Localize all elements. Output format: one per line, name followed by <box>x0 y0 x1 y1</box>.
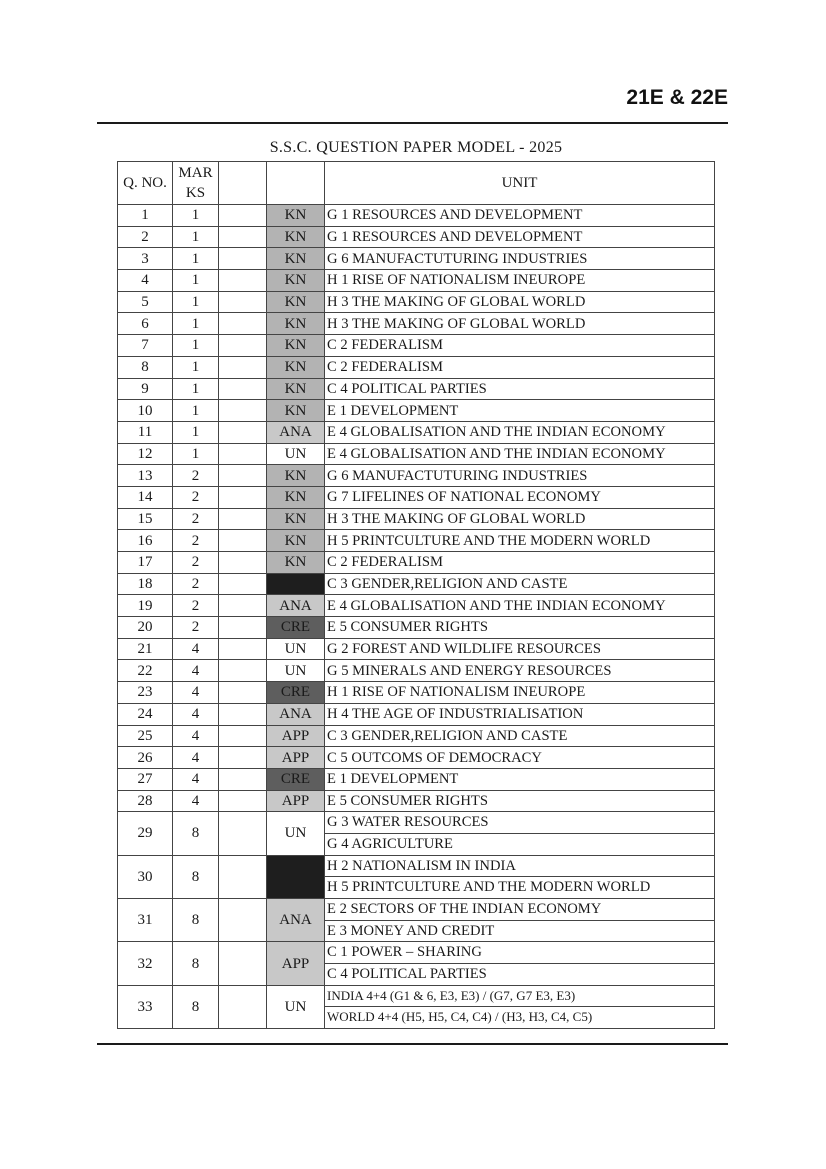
blank-cell <box>219 356 267 378</box>
unit-text: WORLD 4+4 (H5, H5, C4, C4) / (H3, H3, C4, C5) <box>325 1006 714 1028</box>
cognitive-category: APP <box>267 747 325 769</box>
unit-cell: C 4 POLITICAL PARTIES <box>325 378 715 400</box>
marks-value: 1 <box>173 443 219 465</box>
unit-cell: E 4 GLOBALISATION AND THE INDIAN ECONOMY <box>325 595 715 617</box>
table-row <box>118 725 715 747</box>
blank-cell <box>219 638 267 660</box>
table-row <box>118 985 715 1028</box>
unit-cell: C 5 OUTCOMS OF DEMOCRACY <box>325 747 715 769</box>
unit-cell: G 1 RESOURCES AND DEVELOPMENT <box>325 205 715 227</box>
cognitive-category: KN <box>267 226 325 248</box>
question-number: 25 <box>118 725 173 747</box>
table-row <box>118 335 715 357</box>
unit-cell: E 1 DEVELOPMENT <box>325 768 715 790</box>
question-table <box>117 161 715 1029</box>
marks-value: 4 <box>173 790 219 812</box>
cognitive-category: UN <box>267 812 325 855</box>
blank-cell <box>219 248 267 270</box>
marks-value: 1 <box>173 205 219 227</box>
marks-value: 2 <box>173 595 219 617</box>
unit-cell: E 5 CONSUMER RIGHTS <box>325 617 715 639</box>
unit-text: H 2 NATIONALISM IN INDIA <box>327 857 516 874</box>
table-row <box>118 226 715 248</box>
unit-text: G 3 WATER RESOURCES <box>327 814 489 831</box>
unit-cell: H 4 THE AGE OF INDUSTRIALISATION <box>325 703 715 725</box>
header-unit: UNIT <box>325 162 715 205</box>
question-number: 27 <box>118 768 173 790</box>
marks-value: 8 <box>173 985 219 1028</box>
unit-cell: H 5 PRINTCULTURE AND THE MODERN WORLD <box>325 530 715 552</box>
table-row <box>118 595 715 617</box>
question-number: 17 <box>118 552 173 574</box>
unit-cell: C 3 GENDER,RELIGION AND CASTE <box>325 573 715 595</box>
table-row <box>118 682 715 704</box>
question-number: 28 <box>118 790 173 812</box>
cognitive-category: KN <box>267 508 325 530</box>
unit-cell: C 3 GENDER,RELIGION AND CASTE <box>325 725 715 747</box>
cognitive-category: CRE <box>267 768 325 790</box>
cognitive-category <box>267 855 325 898</box>
blank-cell <box>219 682 267 704</box>
marks-value: 8 <box>173 899 219 942</box>
marks-value: 8 <box>173 942 219 985</box>
cognitive-category: KN <box>267 291 325 313</box>
blank-cell <box>219 486 267 508</box>
blank-cell <box>219 617 267 639</box>
marks-value: 4 <box>173 703 219 725</box>
question-number: 4 <box>118 270 173 292</box>
cognitive-category: UN <box>267 443 325 465</box>
marks-value: 4 <box>173 768 219 790</box>
marks-value: 1 <box>173 270 219 292</box>
blank-cell <box>219 768 267 790</box>
unit-text: C 4 POLITICAL PARTIES <box>325 963 714 985</box>
table-row <box>118 205 715 227</box>
table-row <box>118 552 715 574</box>
cognitive-category: KN <box>267 356 325 378</box>
table-row <box>118 356 715 378</box>
question-number: 33 <box>118 985 173 1028</box>
unit-cell <box>325 812 715 855</box>
table-row <box>118 486 715 508</box>
question-number: 3 <box>118 248 173 270</box>
cognitive-category: APP <box>267 790 325 812</box>
cognitive-category: KN <box>267 205 325 227</box>
table-row <box>118 573 715 595</box>
question-number: 2 <box>118 226 173 248</box>
header-marks <box>173 162 219 205</box>
unit-cell: G 6 MANUFACTUTURING INDUSTRIES <box>325 248 715 270</box>
table-row <box>118 660 715 682</box>
blank-cell <box>219 899 267 942</box>
table-row <box>118 291 715 313</box>
cognitive-category: KN <box>267 335 325 357</box>
question-number: 11 <box>118 421 173 443</box>
blank-cell <box>219 942 267 985</box>
page-title: S.S.C. QUESTION PAPER MODEL - 2025 <box>269 139 563 156</box>
blank-cell <box>219 573 267 595</box>
question-number: 5 <box>118 291 173 313</box>
question-number: 9 <box>118 378 173 400</box>
marks-value: 4 <box>173 660 219 682</box>
marks-value: 1 <box>173 291 219 313</box>
table-row <box>118 617 715 639</box>
unit-cell: H 3 THE MAKING OF GLOBAL WORLD <box>325 291 715 313</box>
question-number: 21 <box>118 638 173 660</box>
cognitive-category: ANA <box>267 703 325 725</box>
question-number: 24 <box>118 703 173 725</box>
unit-cell: G 5 MINERALS AND ENERGY RESOURCES <box>325 660 715 682</box>
cognitive-category: KN <box>267 486 325 508</box>
paper-code: 21E & 22E <box>626 86 728 109</box>
question-number: 32 <box>118 942 173 985</box>
unit-cell: H 3 THE MAKING OF GLOBAL WORLD <box>325 313 715 335</box>
question-number: 19 <box>118 595 173 617</box>
table-row <box>118 530 715 552</box>
marks-value: 1 <box>173 335 219 357</box>
blank-cell <box>219 400 267 422</box>
cognitive-category: KN <box>267 465 325 487</box>
blank-cell <box>219 855 267 898</box>
cognitive-category: APP <box>267 725 325 747</box>
question-number: 16 <box>118 530 173 552</box>
cognitive-category: KN <box>267 378 325 400</box>
unit-cell: C 2 FEDERALISM <box>325 356 715 378</box>
blank-cell <box>219 421 267 443</box>
table-row <box>118 421 715 443</box>
marks-value: 1 <box>173 421 219 443</box>
table-row <box>118 638 715 660</box>
unit-cell <box>325 855 715 898</box>
blank-cell <box>219 747 267 769</box>
marks-value: 1 <box>173 356 219 378</box>
marks-value: 8 <box>173 855 219 898</box>
question-number: 12 <box>118 443 173 465</box>
unit-text: H 5 PRINTCULTURE AND THE MODERN WORLD <box>325 876 714 898</box>
unit-cell <box>325 985 715 1028</box>
blank-cell <box>219 595 267 617</box>
question-number: 7 <box>118 335 173 357</box>
blank-cell <box>219 530 267 552</box>
marks-value: 4 <box>173 747 219 769</box>
cognitive-category: UN <box>267 985 325 1028</box>
cognitive-category: KN <box>267 530 325 552</box>
question-number: 18 <box>118 573 173 595</box>
marks-value: 8 <box>173 812 219 855</box>
table-row <box>118 313 715 335</box>
unit-cell: E 1 DEVELOPMENT <box>325 400 715 422</box>
marks-value: 1 <box>173 313 219 335</box>
marks-value: 2 <box>173 486 219 508</box>
marks-value: 2 <box>173 552 219 574</box>
unit-cell: G 2 FOREST AND WILDLIFE RESOURCES <box>325 638 715 660</box>
table-row <box>118 465 715 487</box>
blank-cell <box>219 508 267 530</box>
marks-value: 2 <box>173 617 219 639</box>
cognitive-category: UN <box>267 660 325 682</box>
question-number: 1 <box>118 205 173 227</box>
unit-text: G 4 AGRICULTURE <box>325 833 714 855</box>
unit-cell: C 2 FEDERALISM <box>325 552 715 574</box>
marks-value: 2 <box>173 573 219 595</box>
blank-cell <box>219 335 267 357</box>
unit-cell <box>325 899 715 942</box>
bottom-rule <box>97 1043 728 1045</box>
cognitive-category: APP <box>267 942 325 985</box>
blank-cell <box>219 465 267 487</box>
unit-cell: E 5 CONSUMER RIGHTS <box>325 790 715 812</box>
header-blank <box>219 162 267 205</box>
question-number: 14 <box>118 486 173 508</box>
blank-cell <box>219 725 267 747</box>
table-row <box>118 508 715 530</box>
blank-cell <box>219 812 267 855</box>
question-number: 15 <box>118 508 173 530</box>
blank-cell <box>219 985 267 1028</box>
blank-cell <box>219 270 267 292</box>
blank-cell <box>219 660 267 682</box>
blank-cell <box>219 790 267 812</box>
question-number: 8 <box>118 356 173 378</box>
question-number: 20 <box>118 617 173 639</box>
cognitive-category: KN <box>267 248 325 270</box>
table-row <box>118 942 715 985</box>
cognitive-category: KN <box>267 270 325 292</box>
table-row <box>118 443 715 465</box>
marks-value: 2 <box>173 530 219 552</box>
blank-cell <box>219 443 267 465</box>
question-number: 10 <box>118 400 173 422</box>
header-qno: Q. NO. <box>118 162 173 205</box>
table-row <box>118 790 715 812</box>
blank-cell <box>219 703 267 725</box>
unit-cell: E 4 GLOBALISATION AND THE INDIAN ECONOMY <box>325 421 715 443</box>
unit-text: E 3 MONEY AND CREDIT <box>325 920 714 942</box>
marks-value: 2 <box>173 508 219 530</box>
cognitive-category: ANA <box>267 421 325 443</box>
blank-cell <box>219 291 267 313</box>
marks-value: 2 <box>173 465 219 487</box>
cognitive-category: UN <box>267 638 325 660</box>
table-row <box>118 703 715 725</box>
header-category <box>267 162 325 205</box>
question-number: 29 <box>118 812 173 855</box>
question-number: 23 <box>118 682 173 704</box>
blank-cell <box>219 205 267 227</box>
header-marks-line2: KS <box>185 185 206 201</box>
question-number: 31 <box>118 899 173 942</box>
question-number: 13 <box>118 465 173 487</box>
cognitive-category: CRE <box>267 682 325 704</box>
table-header-row <box>118 162 715 205</box>
question-number: 26 <box>118 747 173 769</box>
unit-cell: E 4 GLOBALISATION AND THE INDIAN ECONOMY <box>325 443 715 465</box>
unit-cell: H 3 THE MAKING OF GLOBAL WORLD <box>325 508 715 530</box>
marks-value: 1 <box>173 226 219 248</box>
question-number: 6 <box>118 313 173 335</box>
unit-cell: G 6 MANUFACTUTURING INDUSTRIES <box>325 465 715 487</box>
unit-cell: C 2 FEDERALISM <box>325 335 715 357</box>
marks-value: 4 <box>173 725 219 747</box>
cognitive-category: ANA <box>267 595 325 617</box>
unit-text: E 2 SECTORS OF THE INDIAN ECONOMY <box>327 901 602 917</box>
question-number: 30 <box>118 855 173 898</box>
unit-text: C 1 POWER – SHARING <box>327 944 482 961</box>
question-number: 22 <box>118 660 173 682</box>
top-rule <box>97 122 728 124</box>
cognitive-category <box>267 573 325 595</box>
table-row <box>118 248 715 270</box>
cognitive-category: KN <box>267 313 325 335</box>
blank-cell <box>219 313 267 335</box>
unit-text: INDIA 4+4 (G1 & 6, E3, E3) / (G7, G7 E3, E3) <box>327 987 576 1003</box>
cognitive-category: KN <box>267 400 325 422</box>
table-row <box>118 378 715 400</box>
unit-cell <box>325 942 715 985</box>
cognitive-category: KN <box>267 552 325 574</box>
table-row <box>118 812 715 855</box>
marks-value: 1 <box>173 248 219 270</box>
blank-cell <box>219 226 267 248</box>
unit-cell: G 1 RESOURCES AND DEVELOPMENT <box>325 226 715 248</box>
unit-cell: G 7 LIFELINES OF NATIONAL ECONOMY <box>325 486 715 508</box>
unit-cell: H 1 RISE OF NATIONALISM INEUROPE <box>325 270 715 292</box>
marks-value: 4 <box>173 682 219 704</box>
marks-value: 1 <box>173 378 219 400</box>
table-row <box>118 855 715 898</box>
table-row <box>118 270 715 292</box>
marks-value: 1 <box>173 400 219 422</box>
table-row <box>118 747 715 769</box>
blank-cell <box>219 378 267 400</box>
table-row <box>118 400 715 422</box>
table-row <box>118 899 715 942</box>
table-row <box>118 768 715 790</box>
blank-cell <box>219 552 267 574</box>
header-marks-line1: MAR <box>178 165 213 181</box>
unit-cell: H 1 RISE OF NATIONALISM INEUROPE <box>325 682 715 704</box>
cognitive-category: ANA <box>267 899 325 942</box>
cognitive-category: CRE <box>267 617 325 639</box>
marks-value: 4 <box>173 638 219 660</box>
